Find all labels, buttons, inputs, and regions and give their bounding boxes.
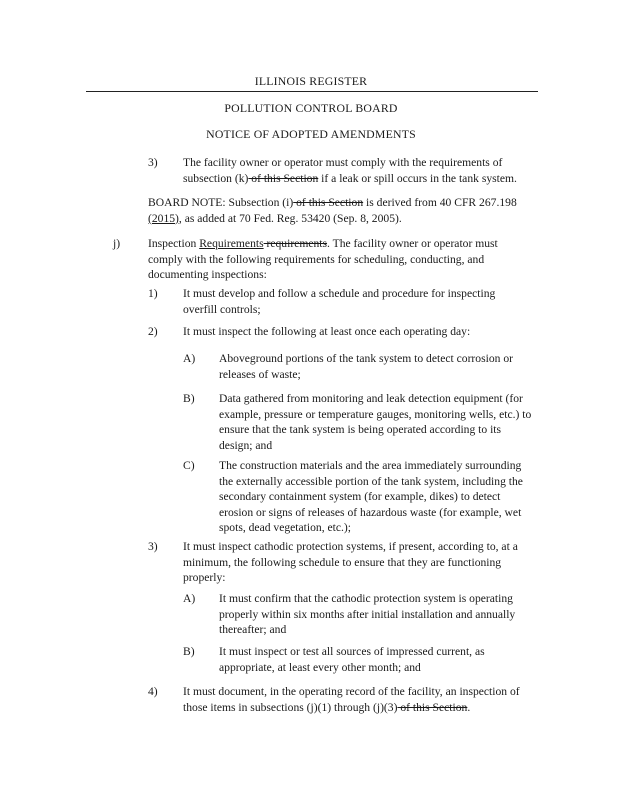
text-span: those items in subsections (j)(1) through (j)(3) — [183, 700, 398, 714]
underlined-text: (2015) — [148, 211, 179, 225]
item-j2-text — [183, 324, 543, 340]
text-line: minimum, the following schedule to ensure that they are functioning — [183, 555, 502, 569]
text-line — [183, 171, 543, 187]
board-title: POLLUTION CONTROL BOARD — [224, 101, 398, 115]
text-line: It must confirm that the cathodic protection system is operating — [219, 592, 513, 605]
text-line — [148, 195, 543, 211]
struck-text: of this Section — [248, 171, 319, 185]
text-line: the externally accessible portion of the tank system, including the — [219, 474, 523, 488]
text-span: . — [467, 700, 471, 714]
text-line: It must develop and follow a schedule and procedure for inspecting — [183, 287, 496, 300]
text-line — [183, 700, 553, 716]
text-line — [148, 211, 543, 227]
item-number: 1) — [148, 287, 158, 300]
text-span: . The facility owner or operator must — [327, 237, 498, 250]
text-line: It must inspect or test all sources of impressed current, as — [219, 645, 485, 658]
text-line: thereafter; and — [219, 623, 287, 637]
item-number: 3) — [148, 540, 158, 553]
register-title: ILLINOIS REGISTER — [254, 74, 368, 88]
text-line: spots, dead vegetation, etc.); — [219, 521, 351, 535]
text-line: Aboveground portions of the tank system to detect corrosion or — [219, 352, 513, 365]
text-line: appropriate, at least every other month; and — [219, 660, 421, 674]
text-line: properly within six months after initial installation and annually — [219, 607, 516, 621]
header-rule — [86, 91, 538, 92]
text-span: is derived from 40 CFR 267.198 — [363, 196, 517, 209]
text-line: comply with the following requirements for scheduling, conducting, and — [148, 252, 485, 266]
text-line: example, pressure or temperature gauges, monitoring wells, etc.) to — [219, 407, 532, 421]
subitem-letter: B) — [183, 392, 195, 405]
text-span: BOARD NOTE: Subsection (i) — [148, 196, 294, 209]
struck-text: of this Section — [293, 196, 364, 209]
text-span: if a leak or spill occurs in the tank system. — [318, 171, 517, 185]
item-j3a-text — [219, 591, 549, 638]
text-line — [148, 236, 543, 252]
item-3-text — [183, 155, 543, 186]
item-j3b-text — [219, 644, 549, 675]
item-number: 4) — [148, 685, 158, 698]
item-j3-text — [183, 539, 543, 586]
text-line: It must inspect the following at least once each operating day: — [183, 325, 471, 338]
text-span: Inspection — [148, 237, 200, 250]
struck-text: requirements — [263, 237, 328, 250]
text-span: , as added at 70 Fed. Reg. 53420 (Sep. 8, 2005). — [178, 211, 402, 225]
item-j2c-text — [219, 458, 549, 536]
item-j2a-text — [219, 351, 549, 382]
notice-title: NOTICE OF ADOPTED AMENDMENTS — [206, 127, 416, 141]
item-j4-text — [183, 684, 553, 715]
text-line: design; and — [219, 438, 273, 452]
text-line: properly: — [183, 571, 226, 585]
underlined-text: Requirements — [199, 237, 264, 250]
board-note — [148, 195, 543, 226]
item-j1-text — [183, 286, 543, 317]
text-line: It must document, in the operating record of the facility, an inspection of — [183, 685, 520, 698]
subitem-letter: A) — [183, 352, 196, 365]
text-line: documenting inspections: — [148, 268, 267, 282]
text-line: The facility owner or operator must comply with the requirements of — [183, 156, 503, 169]
item-number: 2) — [148, 325, 158, 338]
subitem-letter: B) — [183, 645, 195, 658]
text-line: It must inspect cathodic protection systems, if present, according to, at a — [183, 540, 518, 553]
text-line: ensure that the tank system is being operated according to its — [219, 423, 502, 437]
text-line: Data gathered from monitoring and leak detection equipment (for — [219, 392, 523, 405]
struck-text: of this Section — [397, 700, 468, 714]
section-number: j) — [113, 237, 121, 250]
text-line: erosion or signs of releases of hazardous waste (for example, wet — [219, 505, 522, 519]
subitem-letter: C) — [183, 459, 195, 472]
subitem-letter: A) — [183, 592, 196, 605]
section-j-text — [148, 236, 543, 283]
item-number: 3) — [148, 156, 158, 169]
text-line: releases of waste; — [219, 367, 301, 381]
text-line: The construction materials and the area immediately surrounding — [219, 459, 522, 472]
item-j2b-text — [219, 391, 549, 453]
text-span: subsection (k) — [183, 171, 249, 185]
text-line: overfill controls; — [183, 302, 261, 316]
text-line: secondary containment system (for example, dikes) to detect — [219, 490, 501, 504]
